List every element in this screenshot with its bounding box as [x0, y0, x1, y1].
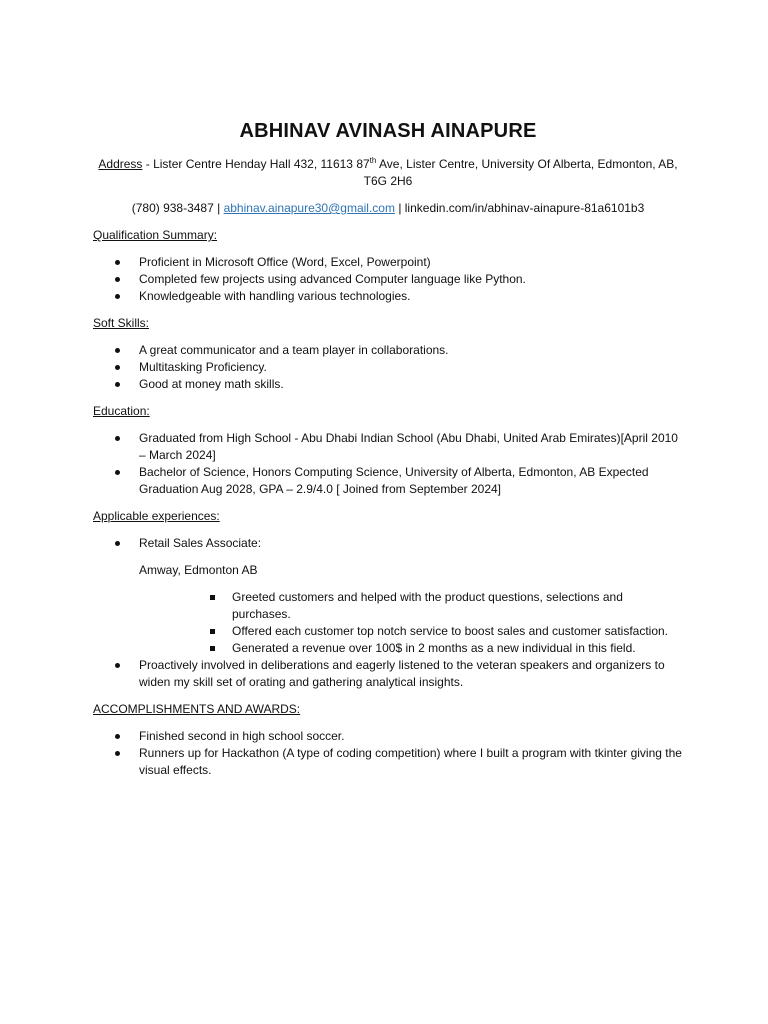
bullet-icon: [115, 751, 120, 756]
list-item-text: Finished second in high school soccer.: [139, 729, 345, 743]
list-item: [93, 464, 683, 498]
job-duties-list: [93, 589, 683, 657]
awards-list: [93, 728, 683, 779]
job-company: Amway, Edmonton AB: [139, 563, 258, 577]
list-item: [93, 589, 683, 623]
email-link[interactable]: abhinav.ainapure30@gmail.com: [223, 201, 395, 215]
address-line: [93, 156, 683, 190]
list-item: [93, 745, 683, 779]
list-item-text: Proficient in Microsoft Office (Word, Excel, Powerpoint): [139, 255, 431, 269]
list-item-text: Offered each customer top notch service to boost sales and customer satisfaction.: [232, 624, 669, 638]
list-item: [93, 342, 683, 359]
experience-extra-list: [93, 657, 683, 691]
bullet-icon: [115, 436, 120, 441]
bullet-icon: [115, 260, 120, 265]
bullet-icon: [115, 277, 120, 282]
list-item: [93, 288, 683, 305]
contact-line: [93, 200, 683, 217]
bullet-icon: [115, 734, 120, 739]
linkedin-url: | linkedin.com/in/abhinav-ainapure-81a6101b3: [394, 201, 645, 215]
resume-content: [93, 118, 683, 789]
list-item: [93, 430, 683, 464]
list-item-text: Runners up for Hackathon (A type of coding competition) where I built a program with tkinter giving the visual effects.: [139, 746, 682, 777]
square-bullet-icon: [210, 595, 215, 600]
soft-skills-heading: Soft Skills:: [93, 316, 150, 330]
qualification-list: [93, 254, 683, 305]
experience-heading: Applicable experiences:: [93, 509, 220, 523]
list-item-text: Knowledgeable with handling various technologies.: [139, 289, 411, 303]
bullet-icon: [115, 541, 120, 546]
list-item: [93, 359, 683, 376]
job-role: Retail Sales Associate:: [139, 536, 262, 550]
soft-skills-list: [93, 342, 683, 393]
bullet-icon: [115, 348, 120, 353]
awards-heading: ACCOMPLISHMENTS AND AWARDS:: [93, 702, 301, 716]
bullet-icon: [115, 663, 120, 668]
bullet-icon: [115, 365, 120, 370]
address-superscript: th: [369, 156, 377, 165]
address-text-2: Ave, Lister Centre, University Of Alberta, Edmonton, AB, T6G 2H6: [363, 157, 678, 188]
list-item-text: Bachelor of Science, Honors Computing Science, University of Alberta, Edmonton, AB Expected Graduation Aug 2028, GPA – 2.9/4.0 [ Joined from September 2024]: [139, 465, 649, 496]
list-item-text: Generated a revenue over 100$ in 2 months as a new individual in this field.: [232, 641, 636, 655]
education-heading: Education:: [93, 404, 150, 418]
bullet-icon: [115, 294, 120, 299]
bullet-icon: [115, 382, 120, 387]
bullet-icon: [115, 470, 120, 475]
list-item: [93, 535, 683, 552]
list-item-text: Completed few projects using advanced Computer language like Python.: [139, 272, 526, 286]
list-item-text: Multitasking Proficiency.: [139, 360, 267, 374]
list-item-text: Graduated from High School - Abu Dhabi Indian School (Abu Dhabi, United Arab Emirates)[April 2010 – March 2024]: [139, 431, 678, 462]
list-item-text: Good at money math skills.: [139, 377, 284, 391]
resume-name: ABHINAV AVINASH AINAPURE: [239, 120, 537, 142]
list-item: [93, 376, 683, 393]
list-item-text: Proactively involved in deliberations and eagerly listened to the veteran speakers and organizers to widen my skill set of orating and gathering analytical insights.: [139, 658, 665, 689]
square-bullet-icon: [210, 646, 215, 651]
education-list: [93, 430, 683, 498]
square-bullet-icon: [210, 629, 215, 634]
phone-number: (780) 938-3487 |: [131, 201, 224, 215]
qualification-heading: Qualification Summary:: [93, 228, 218, 242]
experience-list: [93, 535, 683, 552]
address-label: Address: [98, 157, 143, 171]
list-item: [93, 640, 683, 657]
list-item-text: Greeted customers and helped with the product questions, selections and purchases.: [232, 590, 623, 621]
list-item-text: A great communicator and a team player in collaborations.: [139, 343, 449, 357]
list-item: [93, 623, 683, 640]
list-item: [93, 254, 683, 271]
list-item: [93, 271, 683, 288]
list-item: [93, 657, 683, 691]
address-text-1: - Lister Centre Henday Hall 432, 11613 87: [142, 157, 370, 171]
list-item: [93, 728, 683, 745]
